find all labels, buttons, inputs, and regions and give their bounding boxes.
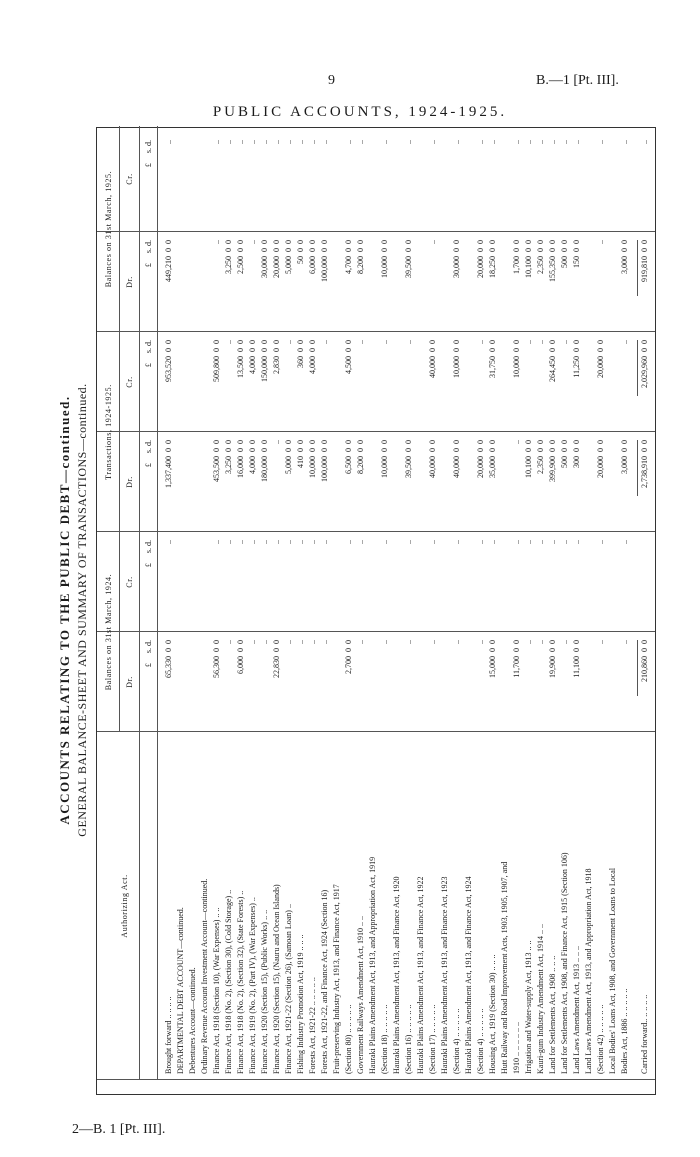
t-dr-header: Dr. (125, 476, 134, 488)
amount-cell: .. (560, 140, 569, 144)
amount-cell: .. (404, 140, 413, 144)
amount-cell: .. (428, 540, 437, 544)
amount-cell: .. (224, 340, 233, 344)
amount-cell: 20,000 0 0 (596, 340, 605, 378)
amount-cell: 5,000 0 0 (284, 240, 293, 274)
amount-cell: .. (560, 540, 569, 544)
transactions-header: Transactions, 1924-1925. (104, 384, 113, 480)
rotated-table-page (50, 110, 670, 1110)
total-rule (637, 440, 638, 496)
amount-cell: 3,000 0 0 (620, 440, 629, 474)
page-reference: B.—1 [Pt. III]. (536, 73, 619, 88)
act-cell: Land Laws Amendment Act, 1913, and Appropriation Act, 1918 (584, 868, 593, 1074)
act-cell: Irrigation and Water-supply Act, 1913 .. .. (524, 940, 533, 1074)
amount-cell: .. (296, 640, 305, 644)
page-title: PUBLIC ACCOUNTS, 1924-1925. (212, 104, 508, 120)
amount-cell: 30,000 0 0 (452, 240, 461, 278)
column-rule (97, 231, 655, 232)
amount-cell: 953,520 0 0 (164, 340, 173, 382)
header-rule (139, 126, 140, 1080)
act-cell: (Section 16) .. .. .. .. .. (404, 1004, 413, 1074)
amount-cell: .. (512, 540, 521, 544)
amount-cell: .. (536, 640, 545, 644)
amount-cell: 18,250 0 0 (488, 240, 497, 278)
act-cell: Finance Act, 1918 (Section 10), (War Expenses) .. .. (212, 907, 221, 1074)
act-cell: Fruit-preserving Industry Act, 1913, and Finance Act, 1917 (332, 884, 341, 1074)
header-rule (157, 126, 158, 1080)
amount-cell: 11,100 0 0 (572, 640, 581, 678)
b25-dr-header: Dr. (125, 276, 134, 288)
amount-cell: 20,000 0 0 (476, 240, 485, 278)
amount-cell: 2,350 0 0 (536, 440, 545, 474)
amount-cell: 453,500 0 0 (212, 440, 221, 482)
amount-cell: 40,000 0 0 (428, 440, 437, 478)
b24-cr-header: Cr. (125, 576, 134, 588)
page-footer: 2—B. 1 [Pt. III]. (72, 1122, 166, 1137)
amount-cell: 2,738,910 0 0 (640, 440, 649, 488)
amount-cell: 150 0 0 (572, 240, 581, 268)
act-cell: Finance Act, 1918 (No. 2), (Section 32), (State Forests) .. (236, 890, 245, 1074)
units-label: £ s. d. (144, 240, 153, 268)
act-cell: Hauraki Plains Amendment Act, 1913, and Finance Act, 1920 (392, 876, 401, 1074)
amount-cell: .. (428, 140, 437, 144)
amount-cell: .. (596, 240, 605, 244)
act-cell: (Section 42) .. .. .. .. .. (596, 1004, 605, 1074)
amount-cell: .. (320, 140, 329, 144)
amount-cell: .. (620, 540, 629, 544)
act-cell: Fishing Industry Promotion Act, 1919 .. .. .. (296, 934, 305, 1074)
amount-cell: .. (524, 140, 533, 144)
page-number: 9 (328, 73, 335, 88)
amount-cell: .. (212, 240, 221, 244)
act-cell: Hauraki Plains Amendment Act, 1913, and Finance Act, 1924 (464, 876, 473, 1074)
amount-cell: 4,000 0 0 (248, 440, 257, 474)
act-cell: Hauraki Plains Amendment Act, 1913, and Finance Act, 1923 (440, 876, 449, 1074)
amount-cell: .. (308, 540, 317, 544)
amount-cell: .. (320, 640, 329, 644)
column-rule (97, 531, 655, 532)
amount-cell: .. (248, 240, 257, 244)
amount-cell: 6,000 0 0 (308, 240, 317, 274)
act-cell: Hauraki Plains Amendment Act, 1913, and Finance Act, 1922 (416, 876, 425, 1074)
amount-cell: .. (272, 540, 281, 544)
amount-cell: .. (620, 340, 629, 344)
amount-cell: .. (260, 540, 269, 544)
amount-cell: 180,000 0 0 (260, 440, 269, 482)
amount-cell: 20,000 0 0 (596, 440, 605, 478)
amount-cell: 65,330 0 0 (164, 640, 173, 678)
units-label: £ s. d. (144, 540, 153, 568)
amount-cell: .. (560, 340, 569, 344)
amount-cell: 1,337,400 0 0 (164, 440, 173, 488)
amount-cell: .. (452, 540, 461, 544)
amount-cell: .. (284, 540, 293, 544)
amount-cell: 2,830 0 0 (272, 340, 281, 374)
amount-cell: .. (452, 140, 461, 144)
amount-cell: .. (344, 540, 353, 544)
amount-cell: .. (404, 340, 413, 344)
amount-cell: 8,200 0 0 (356, 240, 365, 274)
amount-cell: 100,000 0 0 (320, 440, 329, 482)
amount-cell: .. (212, 140, 221, 144)
amount-cell: 4,000 0 0 (248, 340, 257, 374)
amount-cell: .. (356, 640, 365, 644)
amount-cell: 30,000 0 0 (260, 240, 269, 278)
amount-cell: 31,750 0 0 (488, 340, 497, 378)
act-cell: Kauri-gum Industry Amendment Act, 1914 .. .. (536, 924, 545, 1074)
amount-cell: 8,200 0 0 (356, 440, 365, 474)
act-cell: Forests Act, 1921-22 .. .. .. .. .. (308, 977, 317, 1074)
amount-cell: 500 0 0 (560, 440, 569, 468)
amount-cell: .. (284, 640, 293, 644)
amount-cell: 264,450 0 0 (548, 340, 557, 382)
amount-cell: .. (596, 140, 605, 144)
amount-cell: .. (428, 640, 437, 644)
column-rule (97, 1079, 655, 1080)
column-rule (97, 331, 655, 332)
act-cell: Finance Act, 1919 (No. 2), (Part IV), (War Expenses) .. (248, 897, 257, 1074)
amount-cell: 40,000 0 0 (452, 440, 461, 478)
amount-cell: .. (404, 640, 413, 644)
act-cell: 1910 .. .. .. .. .. .. (512, 1022, 521, 1074)
act-cell: Debentures Account—continued. (188, 967, 197, 1074)
amount-cell: 150,000 0 0 (260, 340, 269, 382)
units-label: £ s. d. (144, 340, 153, 368)
amount-cell: 3,250 0 0 (224, 440, 233, 474)
amount-cell: .. (620, 640, 629, 644)
act-cell: Finance Act, 1920 (Section 15), (Public Works) .. .. (260, 909, 269, 1074)
amount-cell: 449,210 0 0 (164, 240, 173, 282)
amount-cell: .. (596, 640, 605, 644)
b24-dr-header: Dr. (125, 676, 134, 688)
amount-cell: .. (320, 540, 329, 544)
amount-cell: 11,250 0 0 (572, 340, 581, 378)
amount-cell: .. (296, 540, 305, 544)
act-cell: (Section 80) .. .. .. .. .. (344, 1004, 353, 1074)
amount-cell: 19,900 0 0 (548, 640, 557, 678)
amount-cell: 399,900 0 0 (548, 440, 557, 482)
b25-cr-header: Cr. (125, 173, 134, 185)
amount-cell: .. (512, 140, 521, 144)
amount-cell: 3,250 0 0 (224, 240, 233, 274)
amount-cell: .. (212, 540, 221, 544)
balance-sheet-table (96, 127, 656, 1095)
act-cell: Ordinary Revenue Account Investment Account—continued. (200, 878, 209, 1074)
amount-cell: 2,700 0 0 (344, 640, 353, 674)
units-label: £ s. d. (144, 640, 153, 668)
amount-cell: 2,350 0 0 (536, 240, 545, 274)
amount-cell: .. (428, 240, 437, 244)
units-label: £ s. d. (144, 140, 153, 168)
amount-cell: 20,000 0 0 (272, 240, 281, 278)
amount-cell: 10,000 0 0 (380, 240, 389, 278)
amount-cell: .. (640, 140, 649, 144)
amount-cell: 5,000 0 0 (284, 440, 293, 474)
amount-cell: 6,500 0 0 (344, 440, 353, 474)
amount-cell: 360 0 0 (296, 340, 305, 368)
amount-cell: 3,000 0 0 (620, 240, 629, 274)
authorizing-act-header: Authorizing Act. (120, 874, 129, 938)
amount-cell: 509,800 0 0 (212, 340, 221, 382)
amount-cell: .. (164, 140, 173, 144)
act-cell: Brought forward .. .. .. .. (164, 996, 173, 1074)
column-rule (97, 731, 655, 732)
column-rule (97, 431, 655, 432)
amount-cell: .. (452, 640, 461, 644)
amount-cell: 4,700 0 0 (344, 240, 353, 274)
table-subheading: GENERAL BALANCE-SHEET AND SUMMARY OF TRANSACTIONS—continued. (75, 383, 89, 837)
amount-cell: 210,860 0 0 (640, 640, 649, 682)
table-heading: ACCOUNTS RELATING TO THE PUBLIC DEBT—continued. (57, 395, 72, 825)
amount-cell: 56,300 0 0 (212, 640, 221, 678)
amount-cell: 1,700 0 0 (512, 240, 521, 274)
amount-cell: .. (356, 140, 365, 144)
amount-cell: .. (476, 140, 485, 144)
act-cell: Finance Act, 1920 (Section 15), (Nauru and Ocean Islands) (272, 884, 281, 1074)
amount-cell: .. (296, 140, 305, 144)
amount-cell: .. (476, 340, 485, 344)
act-cell: Local Bodies' Loans Act, 1908, and Government Loans to Local (608, 867, 617, 1074)
amount-cell: .. (488, 140, 497, 144)
amount-cell: 500 0 0 (560, 240, 569, 268)
header-rule (119, 126, 120, 732)
amount-cell: .. (284, 140, 293, 144)
amount-cell: .. (248, 140, 257, 144)
amount-cell: 2,029,960 0 0 (640, 340, 649, 388)
amount-cell: 155,350 0 0 (548, 240, 557, 282)
total-rule (637, 240, 638, 296)
amount-cell: .. (524, 640, 533, 644)
amount-cell: 300 0 0 (572, 440, 581, 468)
act-cell: Hauraki Plains Amendment Act, 1913, and Appropriation Act, 1919 (368, 856, 377, 1074)
act-cell: Land for Settlements Act, 1908, and Finance Act, 1915 (Section 106) (560, 852, 569, 1074)
amount-cell: 20,000 0 0 (476, 440, 485, 478)
amount-cell: 10,100 0 0 (524, 240, 533, 278)
amount-cell: .. (248, 640, 257, 644)
act-cell: Housing Act, 1919 (Section 30) .. .. .. (488, 954, 497, 1074)
amount-cell: .. (524, 340, 533, 344)
total-rule (637, 640, 638, 696)
amount-cell: 13,500 0 0 (236, 340, 245, 378)
amount-cell: .. (272, 440, 281, 444)
act-cell: Carried forward.. .. .. .. .. (640, 994, 649, 1074)
act-cell: Government Railways Amendment Act, 1910 .. .. (356, 916, 365, 1074)
amount-cell: .. (572, 140, 581, 144)
amount-cell: 15,000 0 0 (488, 640, 497, 678)
amount-cell: .. (260, 640, 269, 644)
amount-cell: .. (248, 540, 257, 544)
act-cell: Bodies Act, 1886 .. .. .. .. .. (620, 988, 629, 1074)
act-cell: Forests Act, 1921-22, and Finance Act, 1924 (Section 16) (320, 889, 329, 1074)
amount-cell: .. (548, 140, 557, 144)
amount-cell: .. (380, 340, 389, 344)
act-cell: Land for Settlements Act, 1908 .. .. .. (548, 955, 557, 1074)
act-cell: Finance Act, 1918 (No. 2), (Section 30), (Cold Storage) .. (224, 889, 233, 1074)
amount-cell: .. (488, 540, 497, 544)
amount-cell: 35,000 0 0 (488, 440, 497, 478)
amount-cell: .. (164, 540, 173, 544)
amount-cell: 10,000 0 0 (512, 340, 521, 378)
amount-cell: .. (380, 140, 389, 144)
amount-cell: 10,100 0 0 (524, 440, 533, 478)
amount-cell: 4,500 0 0 (344, 340, 353, 374)
amount-cell: .. (560, 640, 569, 644)
amount-cell: .. (356, 540, 365, 544)
amount-cell: .. (260, 140, 269, 144)
amount-cell: 2,500 0 0 (236, 240, 245, 274)
amount-cell: .. (404, 540, 413, 544)
amount-cell: .. (524, 540, 533, 544)
amount-cell: .. (320, 340, 329, 344)
amount-cell: 10,000 0 0 (380, 440, 389, 478)
amount-cell: .. (308, 140, 317, 144)
amount-cell: .. (236, 140, 245, 144)
act-cell: Land Laws Amendment Act, 1913 .. .. .. (572, 946, 581, 1074)
amount-cell: 22,830 0 0 (272, 640, 281, 678)
act-cell: (Section 4) .. .. .. .. .. (476, 1008, 485, 1074)
amount-cell: 10,000 0 0 (308, 440, 317, 478)
balances-1924-header: Balances on 31st March, 1924. (104, 573, 113, 691)
amount-cell: 40,000 0 0 (428, 340, 437, 378)
act-cell: Finance Act, 1921-22 (Section 26), (Samoan Loan) .. (284, 904, 293, 1074)
amount-cell: 4,000 0 0 (308, 340, 317, 374)
amount-cell: .. (344, 140, 353, 144)
amount-cell: .. (356, 340, 365, 344)
column-rule (97, 631, 655, 632)
t-cr-header: Cr. (125, 376, 134, 388)
act-cell: DEPARTMENTAL DEBT ACCOUNT—continued. (176, 907, 185, 1074)
amount-cell: .. (272, 140, 281, 144)
amount-cell: .. (224, 640, 233, 644)
amount-cell: .. (284, 340, 293, 344)
total-rule (637, 340, 638, 396)
amount-cell: .. (548, 540, 557, 544)
amount-cell: 11,700 0 0 (512, 640, 521, 678)
amount-cell: .. (476, 540, 485, 544)
amount-cell: .. (620, 140, 629, 144)
amount-cell: .. (476, 640, 485, 644)
amount-cell: 919,810 0 0 (640, 240, 649, 282)
act-cell: (Section 18) .. .. .. .. .. (380, 1004, 389, 1074)
amount-cell: .. (380, 540, 389, 544)
amount-cell: 50 0 0 (296, 240, 305, 264)
amount-cell: 16,000 0 0 (236, 440, 245, 478)
amount-cell: 10,000 0 0 (452, 340, 461, 378)
amount-cell: .. (224, 540, 233, 544)
act-cell: (Section 4) .. .. .. .. .. (452, 1008, 461, 1074)
amount-cell: .. (224, 140, 233, 144)
amount-cell: .. (512, 440, 521, 444)
amount-cell: .. (536, 540, 545, 544)
units-label: £ s. d. (144, 440, 153, 468)
amount-cell: .. (380, 640, 389, 644)
act-cell: Hutt Railway and Road Improvement Acts, 1903, 1905, 1907, and (500, 861, 509, 1074)
amount-cell: .. (308, 640, 317, 644)
amount-cell: 100,000 0 0 (320, 240, 329, 282)
amount-cell: .. (572, 540, 581, 544)
amount-cell: 410 0 0 (296, 440, 305, 468)
amount-cell: 39,500 0 0 (404, 240, 413, 278)
amount-cell: .. (536, 140, 545, 144)
amount-cell: 39,500 0 0 (404, 440, 413, 478)
balances-1925-header: Balances on 31st March, 1925. (104, 170, 113, 288)
amount-cell: .. (236, 540, 245, 544)
act-cell: (Section 17) .. .. .. .. .. (428, 1004, 437, 1074)
amount-cell: .. (596, 540, 605, 544)
amount-cell: .. (536, 340, 545, 344)
amount-cell: 6,000 0 0 (236, 640, 245, 674)
